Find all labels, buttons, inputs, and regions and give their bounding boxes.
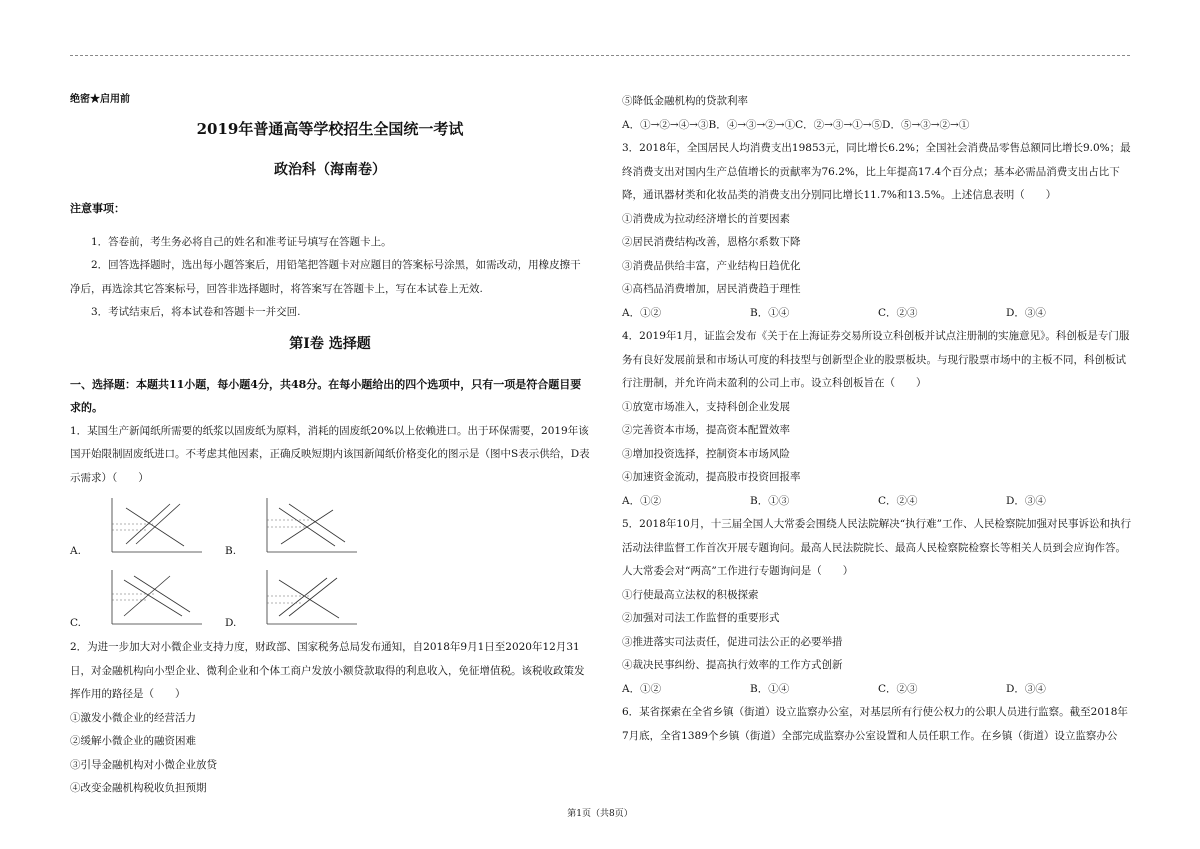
question-3-item: ②居民消费结构改善，恩格尔系数下降 xyxy=(622,236,801,248)
option-c: C．②③ xyxy=(878,682,918,695)
supply-demand-graph-icon xyxy=(98,494,208,560)
question-3-options xyxy=(622,302,1134,326)
right-column xyxy=(622,90,1134,748)
section-instruction: 一、选择题：本题共11小题，每小题4分，共48分。在每小题给出的四个选项中，只有一项是符合题目要求的。 xyxy=(70,377,582,414)
confidential-label: 绝密★启用前 xyxy=(70,94,130,105)
question-4-item: ②完善资本市场，提高资本配置效率 xyxy=(622,424,790,436)
note-item: 3．考试结束后，将本试卷和答题卡一并交回. xyxy=(91,306,301,318)
graph-label: C. xyxy=(70,617,81,629)
option-d: D．③④ xyxy=(1006,682,1046,695)
question-3-stem: 3．2018年，全国居民人均消费支出19853元，同比增长6.2%；全国社会消费品零售总额同比增长9.0%；最终消费支出对国内生产总值增长的贡献率为76.2%，比上年提高17.4个百分点；基本必需品消费支出占比下降，通讯器材类和化妆品类的消费支出分别同比增长11.7%和13.5%。上述信息表明（ ） xyxy=(622,142,1131,201)
option-a: A．①② xyxy=(622,682,662,695)
option-a: A．①② xyxy=(622,494,662,507)
question-4-item: ④加速资金流动，提高股市投资回报率 xyxy=(622,471,801,483)
note-item: 1．答卷前，考生务必将自己的姓名和准考证号填写在答题卡上。 xyxy=(91,235,392,248)
option-a: A．①→②→④→③ xyxy=(622,118,709,131)
question-2-item: ①激发小微企业的经营活力 xyxy=(70,711,196,724)
question-4-options xyxy=(622,490,1134,514)
question-3-item: ①消费成为拉动经济增长的首要因素 xyxy=(622,212,790,225)
question-4-item: ③增加投资选择，控制资本市场风险 xyxy=(622,447,790,460)
note-item: 2．回答选择题时，选出每小题答案后，用铅笔把答题卡对应题目的答案标号涂黑，如需改动，用橡皮擦干净后，再选涂其它答案标号，回答非选择题时，将答案写在答题卡上，写在本试卷上无效. xyxy=(70,259,581,295)
option-b: B．①④ xyxy=(750,682,790,695)
header-dashed-line xyxy=(70,55,1130,56)
graph-option-a xyxy=(70,492,225,560)
graph-label: A. xyxy=(70,545,81,557)
question-2-item: ⑤降低金融机构的贷款利率 xyxy=(622,95,748,107)
exam-subtitle: 政治科（海南卷） xyxy=(274,161,386,178)
question-5-stem: 5．2018年10月，十三届全国人大常委会围绕人民法院解决“执行难”工作、人民检察院加强对民事诉讼和执行活动法律监督工作首次开展专题询问。最高人民法院院长、最高人民检察院检察长等相关人员到会应询作答。人大常委会对“两高”工作进行专题询问是（ ） xyxy=(622,518,1131,577)
option-c: C．②④ xyxy=(878,494,918,507)
option-b: B．④→③→②→① xyxy=(708,118,796,131)
question-2-item: ③引导金融机构对小微企业放贷 xyxy=(70,758,217,771)
graph-label: D. xyxy=(225,617,237,629)
question-6-stem: 6．某省探索在全省乡镇（街道）设立监察办公室，对基层所有行使公权力的公职人员进行监察。截至2018年7月底，全省1389个乡镇（街道）全部完成监察办公室设置和人员任职工作。在乡镇（街道）设立监察办公 xyxy=(622,706,1128,742)
exam-title: 2019年普通高等学校招生全国统一考试 xyxy=(196,119,464,138)
question-2-item: ②缓解小微企业的融资困难 xyxy=(70,735,196,747)
graph-label: B. xyxy=(225,545,237,557)
option-c: C．②→③→①→⑤ xyxy=(795,118,883,131)
question-5-item: ②加强对司法工作监督的重要形式 xyxy=(622,612,780,624)
question-5-item: ①行使最高立法权的积极探索 xyxy=(622,588,759,601)
supply-demand-graph-icon xyxy=(253,566,363,632)
question-1-graphs xyxy=(70,492,590,632)
page-footer: 第1页（共8页） xyxy=(567,809,633,819)
option-b: B．①④ xyxy=(750,306,790,319)
question-3-item: ④高档品消费增加，居民消费趋于理性 xyxy=(622,283,801,295)
question-1-stem: 1．某国生产新闻纸所需要的纸浆以固废纸为原料，消耗的固废纸20%以上依赖进口。出于环保需要，2019年该国开始限制固废纸进口。不考虑其他因素，正确反映短期内该国新闻纸价格变化的图示是（图中S表示供给，D表示需求）（ ） xyxy=(70,424,590,484)
option-d: D．③④ xyxy=(1006,306,1046,319)
option-b: B．①③ xyxy=(750,494,790,507)
question-2-item: ④改变金融机构税收负担预期 xyxy=(70,782,207,794)
section-title: 第Ⅰ卷 选择题 xyxy=(289,335,371,352)
graph-option-c xyxy=(70,564,225,632)
graph-option-d xyxy=(225,564,380,632)
supply-demand-graph-icon xyxy=(98,566,208,632)
option-d: D．③④ xyxy=(1006,494,1046,507)
supply-demand-graph-icon xyxy=(253,494,363,560)
option-a: A．①② xyxy=(622,306,662,319)
option-d: D．⑤→③→②→① xyxy=(882,118,970,131)
question-5-item: ③推进落实司法责任，促进司法公正的必要举措 xyxy=(622,635,843,648)
graph-option-b xyxy=(225,492,380,560)
question-4-stem: 4．2019年1月，证监会发布《关于在上海证券交易所设立科创板并试点注册制的实施意见》。科创板是专门服务有良好发展前景和市场认可度的科技型与创新型企业的股票板块。与现行股票市场中的主板不同，科创板试行注册制，并允许尚未盈利的公司上市。设立科创板旨在（ ） xyxy=(622,330,1130,389)
question-2-stem: 2．为进一步加大对小微企业支持力度，财政部、国家税务总局发布通知，自2018年9月1日至2020年12月31日，对金融机构向小型企业、微利企业和个体工商户发放小额贷款取得的利息收入，免征增值税。该税收政策发挥作用的路径是（ ） xyxy=(70,641,585,700)
question-5-options xyxy=(622,678,1134,702)
question-2-options xyxy=(622,114,1134,138)
left-column xyxy=(70,88,590,801)
question-4-item: ①放宽市场准入，支持科创企业发展 xyxy=(622,400,790,413)
question-3-item: ③消费品供给丰富，产业结构日趋优化 xyxy=(622,259,801,272)
question-5-item: ④裁决民事纠纷、提高执行效率的工作方式创新 xyxy=(622,659,843,671)
option-c: C．②③ xyxy=(878,306,918,319)
notes-heading: 注意事项： xyxy=(70,201,125,215)
